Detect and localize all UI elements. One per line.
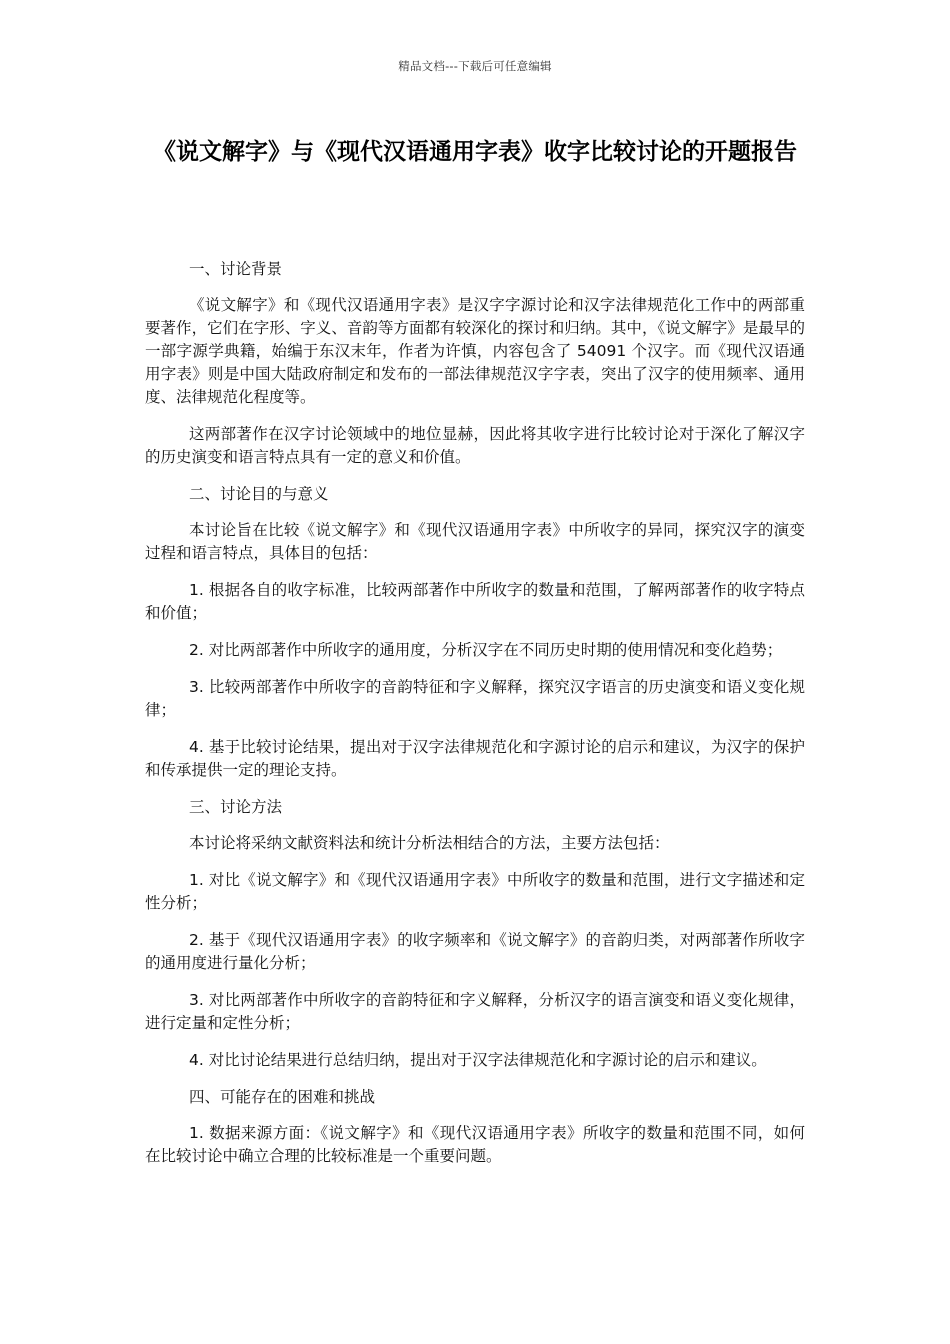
list-item: 1. 对比《说文解字》和《现代汉语通用字表》中所收字的数量和范围，进行文字描述和定性分析； bbox=[145, 871, 805, 912]
header-note: 精品文档---下载后可任意编辑 bbox=[398, 59, 552, 73]
list-item: 2. 基于《现代汉语通用字表》的收字频率和《说文解字》的音韵归类，对两部著作所收字的通用度进行量化分析； bbox=[145, 931, 805, 972]
list-item: 2. 对比两部著作中所收字的通用度，分析汉字在不同历史时期的使用情况和变化趋势； bbox=[189, 641, 783, 659]
paragraph: 《说文解字》和《现代汉语通用字表》是汉字字源讨论和汉字法律规范化工作中的两部重要著作，它们在字形、字义、音韵等方面都有较深化的探讨和归纳。其中，《说文解字》是最早的一部字源学典籍，始编于东汉末年，作者为许慎，内容包含了 54091 个汉字。而《现代汉语通用字表》则是中国大陆政府制定和发布的一部法律规范汉字字表，突出了汉字的使用频率、通用度、法律规范化程度等。 bbox=[145, 296, 805, 406]
section-heading-challenges: 四、可能存在的困难和挑战 bbox=[189, 1088, 376, 1106]
paragraph: 本讨论将采纳文献资料法和统计分析法相结合的方法，主要方法包括： bbox=[189, 834, 670, 852]
list-item: 3. 对比两部著作中所收字的音韵特征和字义解释，分析汉字的语言演变和语义变化规律，进行定量和定性分析； bbox=[145, 991, 805, 1032]
section-heading-purpose: 二、讨论目的与意义 bbox=[189, 485, 329, 503]
document-body bbox=[145, 258, 805, 1182]
list-item: 1. 根据各自的收字标准，比较两部著作中所收字的数量和范围，了解两部著作的收字特点和价值； bbox=[145, 581, 805, 622]
section-heading-background: 一、讨论背景 bbox=[189, 260, 283, 278]
list-item: 4. 基于比较讨论结果，提出对于汉字法律规范化和字源讨论的启示和建议，为汉字的保护和传承提供一定的理论支持。 bbox=[145, 738, 805, 779]
document-title: 《说文解字》与《现代汉语通用字表》收字比较讨论的开题报告 bbox=[153, 139, 797, 165]
paragraph: 本讨论旨在比较《说文解字》和《现代汉语通用字表》中所收字的异同，探究汉字的演变过程和语言特点，具体目的包括： bbox=[145, 521, 805, 562]
list-item: 3. 比较两部著作中所收字的音韵特征和字义解释，探究汉字语言的历史演变和语义变化规律； bbox=[145, 678, 805, 719]
list-item: 1. 数据来源方面：《说文解字》和《现代汉语通用字表》所收字的数量和范围不同，如何在比较讨论中确立合理的比较标准是一个重要问题。 bbox=[145, 1124, 805, 1165]
paragraph: 这两部著作在汉字讨论领域中的地位显赫，因此将其收字进行比较讨论对于深化了解汉字的历史演变和语言特点具有一定的意义和价值。 bbox=[145, 425, 805, 466]
list-item: 4. 对比讨论结果进行总结归纳，提出对于汉字法律规范化和字源讨论的启示和建议。 bbox=[189, 1051, 767, 1069]
section-heading-method: 三、讨论方法 bbox=[189, 798, 283, 816]
